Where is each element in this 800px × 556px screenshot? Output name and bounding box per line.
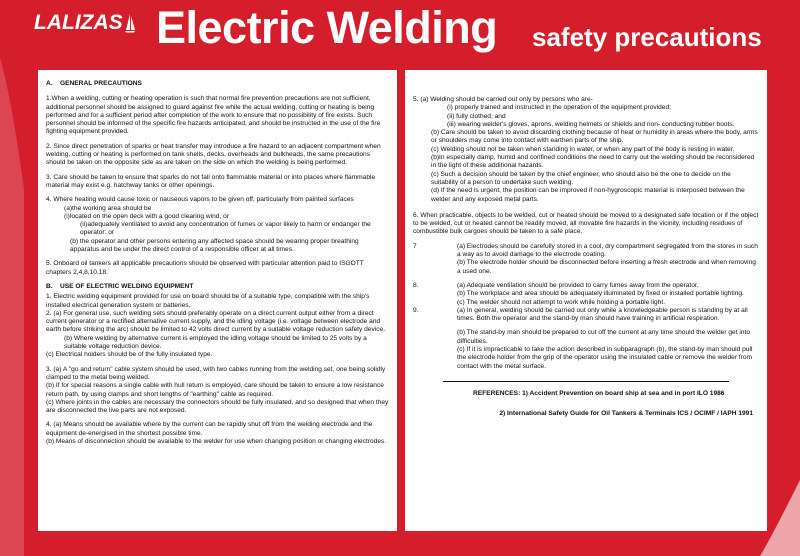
paragraph: 5. Onboard oil tankers all applicable precautions should be observed with particular attention paid to ISGOTT chapters 2,4,8,10,18. (46, 260, 364, 276)
divider (443, 381, 729, 382)
page-title: Electric Welding (156, 2, 498, 53)
paragraph: 4. (a) Means should be available where by the current can be rapidly shut off from the welding electrode and the equipment de-energised in the shortest possible time. (b) Means of disconnection should be available to the welder for use when changing position or changing electrodes. (46, 421, 387, 445)
paragraph: 3. Care should be taken to ensure that sparks do not fall onto flammable material or into places where flammable material may exist e.g. hatchway tanks or other openings. (46, 173, 376, 189)
brand-logo (34, 11, 135, 35)
paragraph: 3. (a) A "go and return" cable system should be used, with two cables running from the welding set, one being solidly clamped to the metal being welded. (b) If for special reasons a single cable with hull return is employed, care should be taken to ensure a low resistance return path, by using clamps and short lengths of "earthing" cable as required. (c) Where joints in the cables are necessary the connectors should be fully insulated, and so designed that when they are disconnected the live parts are not exposed. (46, 365, 389, 415)
paragraph: 8. (a) Adequate ventilation should be provided to carry fumes away from the operator. (b) The workplace and area should be adequately illuminated by fixed or installed portable lighting. (c) The welder should not attempt to work while holding a portable light. 9. (a) In general, welding should be carried out only while a knowledgeable person is standing by at all times. Both the operator and the stand-by man should have training in artificial respiration. (b) The stand-by man should be prepared to cut off the current at any time should the welder get into difficulties. (c) If it is impracticable to take the action described in subparagraph (b), the stand-by man should pull the electrode holder from the grip of the operator using the insulated cable or remove the welder from contact with the metal surface. (413, 281, 753, 370)
left-column (38, 70, 397, 531)
paragraph: 2. Since direct penetration of sparks or heat transfer may introduce a fire hazard to an adjacent compartment when welding, cutting or heating is performed on tank shells, decks, overheads and bulkheads, the same precautions should be taken on the opposite side as are taken on the side on which the welding is being performed. (46, 142, 381, 167)
header (0, 0, 800, 68)
paragraph: 6. When practicable, objects to be welded, cut or heated should be moved to a designated safe location or if the object to be welded, cut or heated cannot be readily moved, all movable fire hazards in the vicinity, including residues of combustible bulk cargoes should be taken to a safe place. (413, 211, 759, 236)
paragraph: 1.When a welding, cutting or heating operation is such that normal fire prevention precautions are not sufficient, additional personnel should be assigned to guard against fire while the actual welding, cutting or heating is being performed and for a sufficient period after completion of the work to ensure that no possibility of fire exists. Such personnel should be informed of the specific fire hazards anticipated, and should be instructed in the use of the fire fighting equipment provided. (46, 95, 381, 136)
paragraph: 1. Electric welding equipment provided for use on board should be of a suitable type, compatible with the ship's installed electrical generation system or batteries. 2. (a) For general use, such welding sets should preferably operate on a direct current output either from a direct current generator or a rectified alternative current supply, and the idling voltage (i.e. voltage between electrode and earth before striking the arc) should be limited to 42 volts direct current by a suitable voltage reduction safety device. (b) Where welding by alternative current is employed the idling voltage should be limited to 25 volts by a suitable voltage reduction device. (c) Electrical holders should be of the fully insulated type. (46, 293, 386, 359)
reference-2: 2) International Safety Guide for Oil Tankers & Terminals ICS / OCIMF / IAPH 1991 (499, 410, 753, 418)
paragraph: 5. (a) Welding should be carried out only by persons who are- (i) properly trained and instructed in the operation of the equipment provided; (ii) fully clothed; and (iii) wearing welder's gloves, aprons, welding helmets or shields and non- conducting rubber boots. (b) Care should be taken to avoid discarding clothing because of heat or humidity in areas where the body, arms or shoulders may come into contact with earthen parts of the ship. (c) Welding should not be taken when standing in water, or when any part of the body is resting in water. (b)In especially damp, humid and confined conditions the need to carry out the welding should be reconsidered in the light of these additional hazards. (c) Such a decision should be taken by the chief engineer, who should also be the one to decide on the suitability of a person to undertake such welding. (d) If the need is urgent, the position can be improved if non-hygroscopic material is interposed between the welder and any exposed metal parts. (413, 96, 758, 203)
section-a-heading: A. GENERAL PRECAUTIONS (46, 80, 142, 87)
sail-icon (125, 13, 135, 33)
section-b-heading: B. USE OF ELECTRIC WELDING EQUIPMENT (46, 282, 194, 290)
reference-1: REFERENCES: 1) Accident Prevention on board ship at sea and in port ILO 1986 (473, 389, 725, 397)
paragraph: 4. Where heating would cause toxic or nauseous vapors to be given off, particularly from painted surfaces (a)the working area should be (i)located on the open deck with a good clearing wind, or (ii)adequately ventilated to avoid any concentration of fumes or vapor likely to harm or endanger the operator: or (b) the operator and other persons entering any affected space should be wearing proper breathing apparatus and be under the direct control of a responsible officer at all times. (46, 196, 371, 254)
right-column (405, 70, 767, 531)
logo-text: LALIZAS (34, 11, 123, 34)
paragraph: 7 (a) Electrodes should be carefully stored in a cool, dry compartment segregated from the stores in such a way as to avoid damage to the electrode coating. (b) The electrode holder should be disconnected before inserting a fresh electrode and when removing a used one. (413, 242, 758, 275)
page-subtitle: safety precautions (532, 22, 762, 52)
